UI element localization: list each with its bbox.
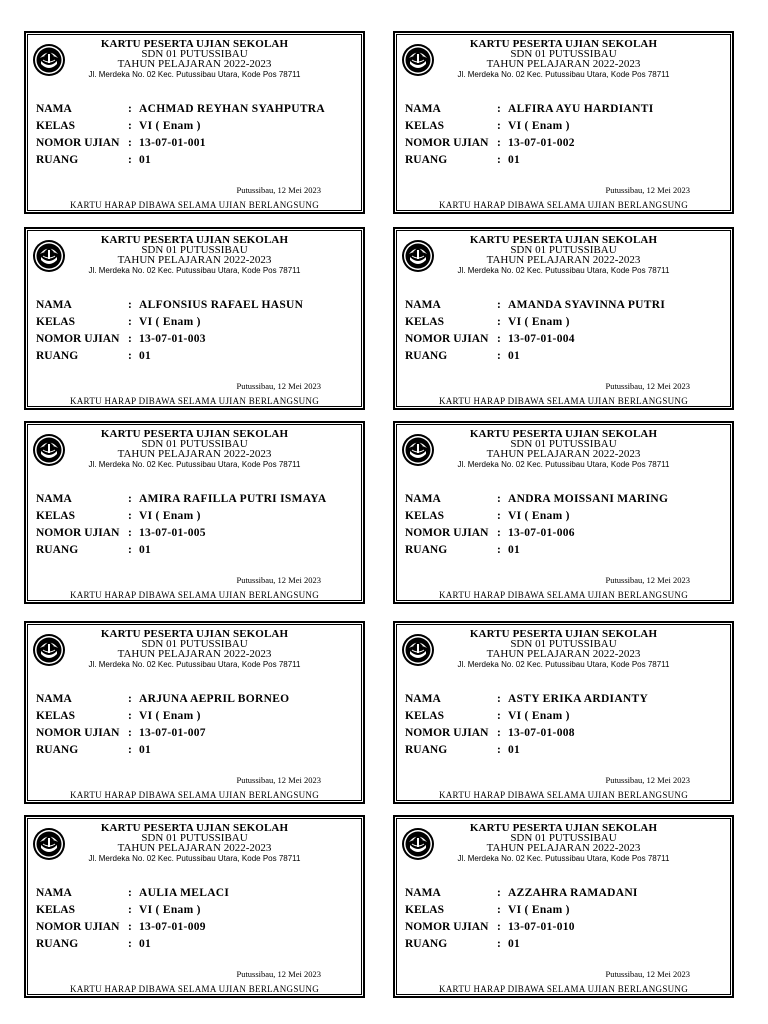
student-name: ASTY ERIKA ARDIANTY <box>508 693 649 705</box>
school-address: Jl. Merdeka No. 02 Kec. Putussibau Utara, Kode Pos 78711 <box>457 854 670 863</box>
class-label: KELAS <box>36 120 75 132</box>
school-address: Jl. Merdeka No. 02 Kec. Putussibau Utara, Kode Pos 78711 <box>88 660 301 669</box>
exam-card-5 <box>24 421 365 604</box>
student-info <box>36 887 356 955</box>
colon: : <box>497 120 501 132</box>
exam-number: 13-07-01-006 <box>508 527 575 539</box>
colon: : <box>128 921 132 933</box>
student-class: VI ( Enam ) <box>508 904 570 916</box>
exam-number-row <box>36 527 356 544</box>
name-row <box>36 887 356 904</box>
colon: : <box>497 710 501 722</box>
student-class: VI ( Enam ) <box>508 710 570 722</box>
exam-number: 13-07-01-009 <box>139 921 206 933</box>
colon: : <box>128 510 132 522</box>
card-header <box>395 629 732 670</box>
name-row <box>36 493 356 510</box>
student-info <box>405 103 725 171</box>
student-name: AMIRA RAFILLA PUTRI ISMAYA <box>139 493 327 505</box>
exam-number-row <box>405 727 725 744</box>
room-number: 01 <box>139 938 152 950</box>
name-label: NAMA <box>405 103 441 115</box>
student-info <box>405 887 725 955</box>
student-class: VI ( Enam ) <box>139 710 201 722</box>
colon: : <box>128 493 132 505</box>
room-row <box>36 544 356 561</box>
student-class: VI ( Enam ) <box>508 510 570 522</box>
class-row <box>405 120 725 137</box>
name-row <box>405 493 725 510</box>
student-name: ARJUNA AEPRIL BORNEO <box>139 693 290 705</box>
colon: : <box>128 154 132 166</box>
exam-number: 13-07-01-004 <box>508 333 575 345</box>
student-info <box>405 299 725 367</box>
class-label: KELAS <box>405 120 444 132</box>
card-footer-note: KARTU HARAP DIBAWA SELAMA UJIAN BERLANGSUNG <box>69 200 320 210</box>
exam-number-label: NOMOR UJIAN <box>405 527 489 539</box>
exam-card-10 <box>393 815 734 998</box>
school-name: SDN 01 PUTUSSIBAU <box>141 48 248 60</box>
issue-date: Putussibau, 12 Mei 2023 <box>605 969 690 979</box>
exam-number-row <box>405 333 725 350</box>
exam-number-label: NOMOR UJIAN <box>36 727 120 739</box>
issue-date: Putussibau, 12 Mei 2023 <box>236 775 321 785</box>
school-address: Jl. Merdeka No. 02 Kec. Putussibau Utara, Kode Pos 78711 <box>88 266 301 275</box>
colon: : <box>128 120 132 132</box>
student-info <box>36 299 356 367</box>
room-label: RUANG <box>405 938 448 950</box>
exam-number-row <box>36 727 356 744</box>
room-row <box>405 938 725 955</box>
card-title: KARTU PESERTA UJIAN SEKOLAH <box>469 428 658 440</box>
class-row <box>405 710 725 727</box>
room-label: RUANG <box>36 744 79 756</box>
academic-year: TAHUN PELAJARAN 2022-2023 <box>117 448 272 460</box>
room-label: RUANG <box>405 350 448 362</box>
academic-year: TAHUN PELAJARAN 2022-2023 <box>117 842 272 854</box>
card-footer-note: KARTU HARAP DIBAWA SELAMA UJIAN BERLANGSUNG <box>438 396 689 406</box>
exam-number-row <box>405 137 725 154</box>
student-info <box>405 493 725 561</box>
student-name: ALFIRA AYU HARDIANTI <box>508 103 654 115</box>
school-address: Jl. Merdeka No. 02 Kec. Putussibau Utara, Kode Pos 78711 <box>457 660 670 669</box>
card-header <box>26 629 363 670</box>
colon: : <box>497 544 501 556</box>
colon: : <box>497 727 501 739</box>
school-name: SDN 01 PUTUSSIBAU <box>510 244 617 256</box>
room-number: 01 <box>508 938 521 950</box>
student-name: ALFONSIUS RAFAEL HASUN <box>139 299 304 311</box>
school-address: Jl. Merdeka No. 02 Kec. Putussibau Utara, Kode Pos 78711 <box>457 70 670 79</box>
card-header <box>26 823 363 864</box>
room-label: RUANG <box>405 154 448 166</box>
class-label: KELAS <box>405 710 444 722</box>
name-row <box>36 103 356 120</box>
school-address: Jl. Merdeka No. 02 Kec. Putussibau Utara, Kode Pos 78711 <box>88 854 301 863</box>
colon: : <box>128 710 132 722</box>
exam-number-row <box>36 921 356 938</box>
card-header <box>395 429 732 470</box>
exam-number-row <box>36 333 356 350</box>
exam-number-label: NOMOR UJIAN <box>36 333 120 345</box>
colon: : <box>128 938 132 950</box>
exam-card-6 <box>393 421 734 604</box>
card-title: KARTU PESERTA UJIAN SEKOLAH <box>100 822 289 834</box>
student-class: VI ( Enam ) <box>139 904 201 916</box>
room-number: 01 <box>139 544 152 556</box>
exam-number: 13-07-01-005 <box>139 527 206 539</box>
colon: : <box>128 887 132 899</box>
class-label: KELAS <box>36 904 75 916</box>
class-row <box>36 120 356 137</box>
academic-year: TAHUN PELAJARAN 2022-2023 <box>486 448 641 460</box>
school-address: Jl. Merdeka No. 02 Kec. Putussibau Utara, Kode Pos 78711 <box>88 70 301 79</box>
student-class: VI ( Enam ) <box>508 316 570 328</box>
card-title: KARTU PESERTA UJIAN SEKOLAH <box>469 38 658 50</box>
exam-number: 13-07-01-008 <box>508 727 575 739</box>
colon: : <box>497 350 501 362</box>
exam-number: 13-07-01-003 <box>139 333 206 345</box>
exam-number-row <box>36 137 356 154</box>
name-row <box>405 299 725 316</box>
name-row <box>405 887 725 904</box>
academic-year: TAHUN PELAJARAN 2022-2023 <box>486 58 641 70</box>
card-title: KARTU PESERTA UJIAN SEKOLAH <box>100 628 289 640</box>
card-footer-note: KARTU HARAP DIBAWA SELAMA UJIAN BERLANGSUNG <box>69 590 320 600</box>
academic-year: TAHUN PELAJARAN 2022-2023 <box>117 648 272 660</box>
colon: : <box>497 154 501 166</box>
school-name: SDN 01 PUTUSSIBAU <box>141 832 248 844</box>
room-row <box>405 544 725 561</box>
student-class: VI ( Enam ) <box>508 120 570 132</box>
card-footer-note: KARTU HARAP DIBAWA SELAMA UJIAN BERLANGSUNG <box>438 790 689 800</box>
issue-date: Putussibau, 12 Mei 2023 <box>236 969 321 979</box>
name-label: NAMA <box>36 693 72 705</box>
card-title: KARTU PESERTA UJIAN SEKOLAH <box>100 428 289 440</box>
exam-card-9 <box>24 815 365 998</box>
colon: : <box>128 316 132 328</box>
issue-date: Putussibau, 12 Mei 2023 <box>236 381 321 391</box>
class-label: KELAS <box>405 904 444 916</box>
name-label: NAMA <box>405 493 441 505</box>
name-label: NAMA <box>36 493 72 505</box>
colon: : <box>497 299 501 311</box>
academic-year: TAHUN PELAJARAN 2022-2023 <box>117 58 272 70</box>
card-header <box>395 823 732 864</box>
colon: : <box>497 333 501 345</box>
class-label: KELAS <box>405 316 444 328</box>
colon: : <box>497 904 501 916</box>
class-row <box>36 316 356 333</box>
colon: : <box>128 544 132 556</box>
room-label: RUANG <box>36 350 79 362</box>
room-label: RUANG <box>36 154 79 166</box>
school-name: SDN 01 PUTUSSIBAU <box>510 638 617 650</box>
school-address: Jl. Merdeka No. 02 Kec. Putussibau Utara, Kode Pos 78711 <box>457 460 670 469</box>
name-label: NAMA <box>405 299 441 311</box>
exam-number-row <box>405 921 725 938</box>
card-footer-note: KARTU HARAP DIBAWA SELAMA UJIAN BERLANGSUNG <box>69 396 320 406</box>
room-label: RUANG <box>36 938 79 950</box>
exam-number-label: NOMOR UJIAN <box>36 527 120 539</box>
exam-card-1 <box>24 31 365 214</box>
room-row <box>405 350 725 367</box>
exam-number: 13-07-01-010 <box>508 921 575 933</box>
exam-number-label: NOMOR UJIAN <box>405 921 489 933</box>
card-footer-note: KARTU HARAP DIBAWA SELAMA UJIAN BERLANGSUNG <box>438 984 689 994</box>
student-name: ANDRA MOISSANI MARING <box>508 493 669 505</box>
card-footer-note: KARTU HARAP DIBAWA SELAMA UJIAN BERLANGSUNG <box>69 984 320 994</box>
academic-year: TAHUN PELAJARAN 2022-2023 <box>117 254 272 266</box>
name-label: NAMA <box>405 887 441 899</box>
class-row <box>36 904 356 921</box>
student-name: AZZAHRA RAMADANI <box>508 887 638 899</box>
name-row <box>405 693 725 710</box>
class-row <box>36 510 356 527</box>
room-row <box>36 938 356 955</box>
issue-date: Putussibau, 12 Mei 2023 <box>236 185 321 195</box>
exam-number-label: NOMOR UJIAN <box>36 921 120 933</box>
colon: : <box>128 350 132 362</box>
colon: : <box>128 693 132 705</box>
school-name: SDN 01 PUTUSSIBAU <box>141 244 248 256</box>
room-number: 01 <box>508 544 521 556</box>
student-name: AMANDA SYAVINNA PUTRI <box>508 299 666 311</box>
academic-year: TAHUN PELAJARAN 2022-2023 <box>486 254 641 266</box>
issue-date: Putussibau, 12 Mei 2023 <box>605 575 690 585</box>
room-row <box>405 154 725 171</box>
exam-card-4 <box>393 227 734 410</box>
class-row <box>405 510 725 527</box>
room-label: RUANG <box>36 544 79 556</box>
school-address: Jl. Merdeka No. 02 Kec. Putussibau Utara, Kode Pos 78711 <box>457 266 670 275</box>
class-label: KELAS <box>405 510 444 522</box>
card-header <box>26 39 363 80</box>
exam-card-7 <box>24 621 365 804</box>
colon: : <box>128 744 132 756</box>
school-name: SDN 01 PUTUSSIBAU <box>510 438 617 450</box>
issue-date: Putussibau, 12 Mei 2023 <box>605 185 690 195</box>
student-name: ACHMAD REYHAN SYAHPUTRA <box>139 103 326 115</box>
colon: : <box>128 904 132 916</box>
room-row <box>405 744 725 761</box>
exam-number-row <box>405 527 725 544</box>
colon: : <box>497 921 501 933</box>
card-header <box>395 235 732 276</box>
name-label: NAMA <box>36 887 72 899</box>
class-row <box>405 904 725 921</box>
card-header <box>26 429 363 470</box>
colon: : <box>497 137 501 149</box>
colon: : <box>128 727 132 739</box>
colon: : <box>497 887 501 899</box>
exam-card-2 <box>393 31 734 214</box>
student-info <box>36 103 356 171</box>
card-footer-note: KARTU HARAP DIBAWA SELAMA UJIAN BERLANGSUNG <box>438 590 689 600</box>
room-label: RUANG <box>405 544 448 556</box>
student-info <box>36 693 356 761</box>
exam-number-label: NOMOR UJIAN <box>405 333 489 345</box>
class-label: KELAS <box>36 710 75 722</box>
exam-number: 13-07-01-007 <box>139 727 206 739</box>
colon: : <box>497 103 501 115</box>
card-title: KARTU PESERTA UJIAN SEKOLAH <box>100 234 289 246</box>
colon: : <box>497 938 501 950</box>
academic-year: TAHUN PELAJARAN 2022-2023 <box>486 842 641 854</box>
card-title: KARTU PESERTA UJIAN SEKOLAH <box>469 822 658 834</box>
class-label: KELAS <box>36 316 75 328</box>
colon: : <box>497 316 501 328</box>
name-row <box>36 693 356 710</box>
issue-date: Putussibau, 12 Mei 2023 <box>236 575 321 585</box>
name-label: NAMA <box>36 103 72 115</box>
colon: : <box>128 137 132 149</box>
school-address: Jl. Merdeka No. 02 Kec. Putussibau Utara, Kode Pos 78711 <box>88 460 301 469</box>
issue-date: Putussibau, 12 Mei 2023 <box>605 381 690 391</box>
academic-year: TAHUN PELAJARAN 2022-2023 <box>486 648 641 660</box>
colon: : <box>497 527 501 539</box>
colon: : <box>128 527 132 539</box>
school-name: SDN 01 PUTUSSIBAU <box>510 48 617 60</box>
room-row <box>36 154 356 171</box>
student-name: AULIA MELACI <box>139 887 230 899</box>
student-class: VI ( Enam ) <box>139 316 201 328</box>
name-label: NAMA <box>36 299 72 311</box>
exam-number-label: NOMOR UJIAN <box>36 137 120 149</box>
class-label: KELAS <box>36 510 75 522</box>
room-number: 01 <box>139 154 152 166</box>
student-info <box>36 493 356 561</box>
exam-number-label: NOMOR UJIAN <box>405 137 489 149</box>
student-class: VI ( Enam ) <box>139 510 201 522</box>
issue-date: Putussibau, 12 Mei 2023 <box>605 775 690 785</box>
card-title: KARTU PESERTA UJIAN SEKOLAH <box>100 38 289 50</box>
exam-card-3 <box>24 227 365 410</box>
exam-card-8 <box>393 621 734 804</box>
school-name: SDN 01 PUTUSSIBAU <box>510 832 617 844</box>
room-number: 01 <box>508 744 521 756</box>
student-info <box>405 693 725 761</box>
name-label: NAMA <box>405 693 441 705</box>
colon: : <box>497 493 501 505</box>
colon: : <box>497 693 501 705</box>
room-number: 01 <box>139 350 152 362</box>
class-row <box>36 710 356 727</box>
card-header <box>395 39 732 80</box>
card-footer-note: KARTU HARAP DIBAWA SELAMA UJIAN BERLANGSUNG <box>438 200 689 210</box>
student-class: VI ( Enam ) <box>139 120 201 132</box>
room-label: RUANG <box>405 744 448 756</box>
card-title: KARTU PESERTA UJIAN SEKOLAH <box>469 628 658 640</box>
card-footer-note: KARTU HARAP DIBAWA SELAMA UJIAN BERLANGSUNG <box>69 790 320 800</box>
room-row <box>36 744 356 761</box>
colon: : <box>128 103 132 115</box>
school-name: SDN 01 PUTUSSIBAU <box>141 438 248 450</box>
name-row <box>36 299 356 316</box>
card-title: KARTU PESERTA UJIAN SEKOLAH <box>469 234 658 246</box>
exam-number: 13-07-01-001 <box>139 137 206 149</box>
card-header <box>26 235 363 276</box>
colon: : <box>497 744 501 756</box>
room-number: 01 <box>139 744 152 756</box>
room-number: 01 <box>508 350 521 362</box>
colon: : <box>497 510 501 522</box>
name-row <box>405 103 725 120</box>
class-row <box>405 316 725 333</box>
colon: : <box>128 299 132 311</box>
exam-number-label: NOMOR UJIAN <box>405 727 489 739</box>
room-row <box>36 350 356 367</box>
room-number: 01 <box>508 154 521 166</box>
school-name: SDN 01 PUTUSSIBAU <box>141 638 248 650</box>
colon: : <box>128 333 132 345</box>
exam-number: 13-07-01-002 <box>508 137 575 149</box>
